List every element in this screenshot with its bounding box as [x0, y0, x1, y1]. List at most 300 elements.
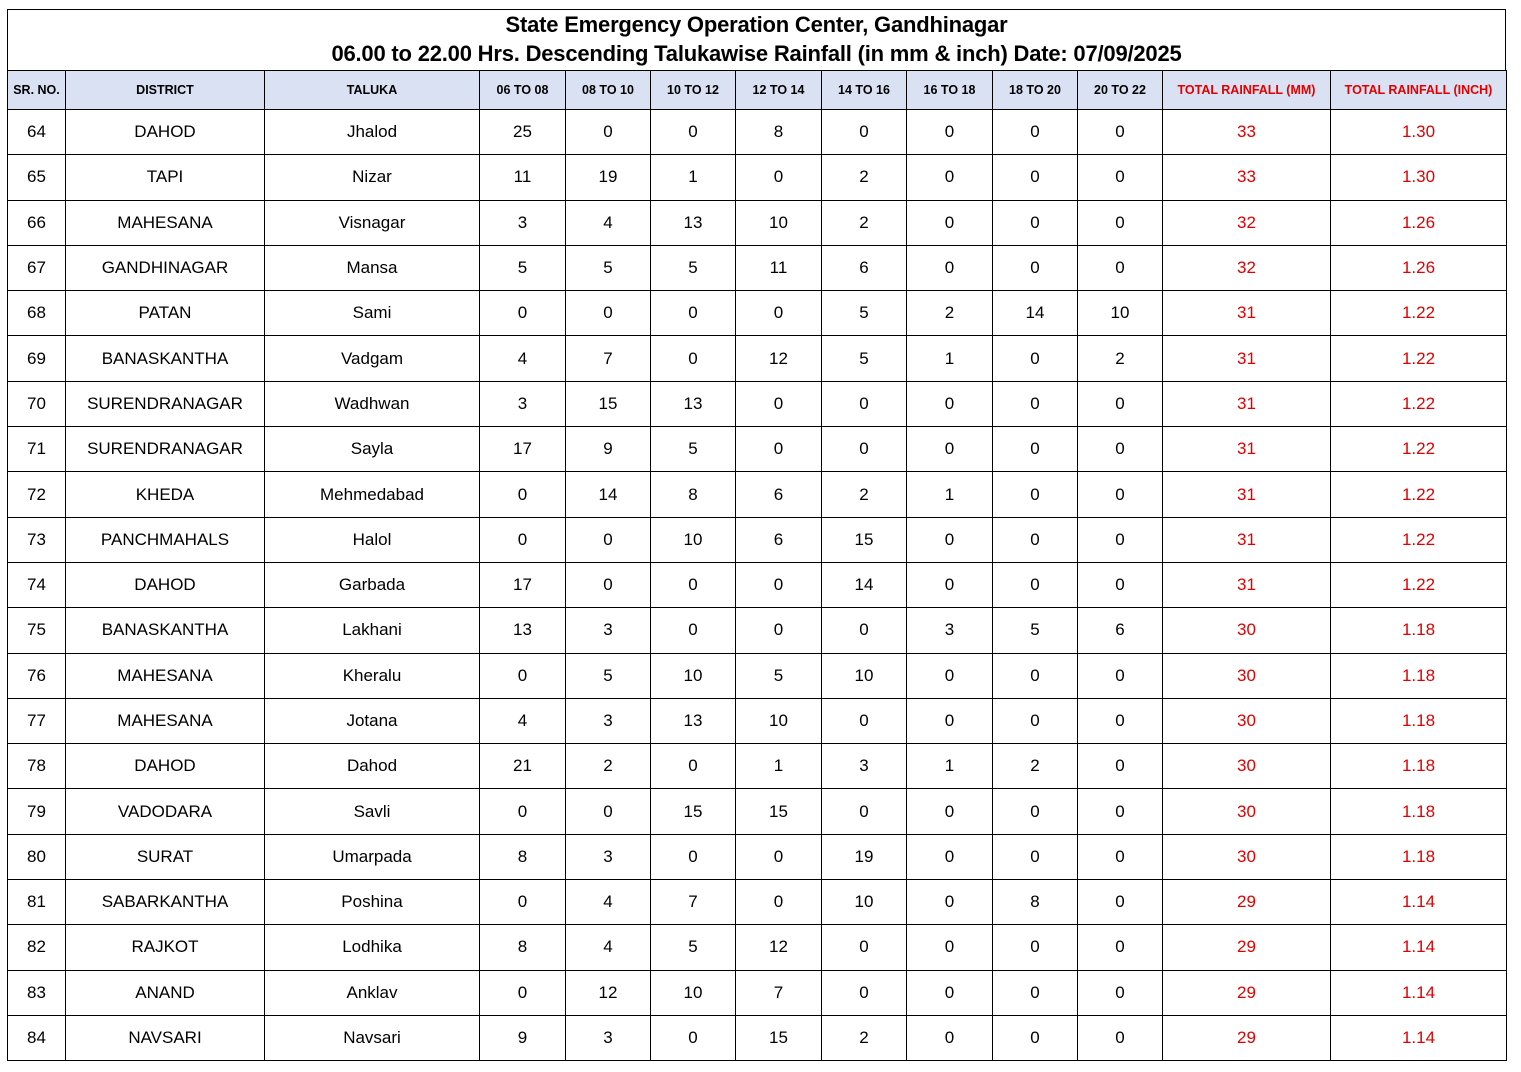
slot-10-12-cell: 5 — [651, 925, 736, 970]
total-mm-cell: 30 — [1163, 834, 1331, 879]
slot-12-14-cell: 0 — [736, 562, 822, 607]
slot-16-18-cell: 0 — [907, 789, 993, 834]
taluka-cell: Anklav — [265, 970, 480, 1015]
sr-no-cell: 65 — [8, 155, 66, 200]
table-row — [8, 698, 1507, 743]
total-mm-cell: 31 — [1163, 427, 1331, 472]
slot-10-12-cell: 0 — [651, 834, 736, 879]
slot-12-14-cell: 6 — [736, 517, 822, 562]
total-inch-cell: 1.22 — [1331, 291, 1507, 336]
slot-18-20-cell: 0 — [993, 427, 1078, 472]
slot-10-12-cell: 13 — [651, 698, 736, 743]
total-mm-cell: 29 — [1163, 925, 1331, 970]
taluka-cell: Nizar — [265, 155, 480, 200]
district-cell: DAHOD — [66, 744, 265, 789]
slot-08-10-cell: 2 — [566, 744, 651, 789]
slot-08-10-cell: 3 — [566, 608, 651, 653]
district-cell: PATAN — [66, 291, 265, 336]
total-mm-cell: 29 — [1163, 880, 1331, 925]
slot-18-20-cell: 14 — [993, 291, 1078, 336]
slot-20-22-cell: 0 — [1078, 200, 1163, 245]
table-body — [8, 110, 1507, 1061]
rainfall-report — [7, 9, 1506, 1061]
slot-10-12-cell: 0 — [651, 562, 736, 607]
taluka-cell: Umarpada — [265, 834, 480, 879]
sr-no-cell: 79 — [8, 789, 66, 834]
slot-10-12-header: 10 TO 12 — [651, 71, 736, 110]
sr-no-cell: 76 — [8, 653, 66, 698]
slot-20-22-cell: 0 — [1078, 834, 1163, 879]
taluka-cell: Visnagar — [265, 200, 480, 245]
sr-no-cell: 66 — [8, 200, 66, 245]
sr-no-cell: 74 — [8, 562, 66, 607]
slot-14-16-cell: 0 — [822, 789, 907, 834]
slot-16-18-cell: 0 — [907, 970, 993, 1015]
total-inch-cell: 1.18 — [1331, 698, 1507, 743]
district-cell: SABARKANTHA — [66, 880, 265, 925]
slot-12-14-cell: 10 — [736, 698, 822, 743]
slot-06-08-header: 06 TO 08 — [480, 71, 566, 110]
slot-18-20-cell: 0 — [993, 925, 1078, 970]
slot-16-18-cell: 0 — [907, 562, 993, 607]
total-mm-cell: 29 — [1163, 970, 1331, 1015]
slot-14-16-cell: 19 — [822, 834, 907, 879]
slot-12-14-cell: 12 — [736, 336, 822, 381]
slot-20-22-cell: 0 — [1078, 155, 1163, 200]
sr-no-cell: 78 — [8, 744, 66, 789]
slot-14-16-cell: 5 — [822, 291, 907, 336]
total-inch-cell: 1.30 — [1331, 110, 1507, 155]
slot-12-14-cell: 0 — [736, 834, 822, 879]
slot-18-20-header: 18 TO 20 — [993, 71, 1078, 110]
slot-10-12-cell: 13 — [651, 381, 736, 426]
table-row — [8, 744, 1507, 789]
taluka-cell: Savli — [265, 789, 480, 834]
table-row — [8, 517, 1507, 562]
taluka-cell: Kheralu — [265, 653, 480, 698]
slot-08-10-cell: 0 — [566, 789, 651, 834]
taluka-cell: Wadhwan — [265, 381, 480, 426]
slot-16-18-cell: 1 — [907, 744, 993, 789]
total-mm-cell: 33 — [1163, 110, 1331, 155]
total-inch-cell: 1.14 — [1331, 1015, 1507, 1060]
slot-16-18-cell: 3 — [907, 608, 993, 653]
slot-06-08-cell: 11 — [480, 155, 566, 200]
slot-18-20-cell: 0 — [993, 517, 1078, 562]
slot-18-20-cell: 0 — [993, 834, 1078, 879]
slot-06-08-cell: 4 — [480, 336, 566, 381]
slot-08-10-cell: 19 — [566, 155, 651, 200]
slot-10-12-cell: 5 — [651, 245, 736, 290]
slot-18-20-cell: 0 — [993, 200, 1078, 245]
slot-12-14-cell: 0 — [736, 427, 822, 472]
sr-no-cell: 81 — [8, 880, 66, 925]
slot-06-08-cell: 0 — [480, 472, 566, 517]
slot-14-16-cell: 2 — [822, 200, 907, 245]
slot-16-18-cell: 1 — [907, 336, 993, 381]
sr-no-cell: 80 — [8, 834, 66, 879]
district-cell: PANCHMAHALS — [66, 517, 265, 562]
slot-16-18-cell: 0 — [907, 1015, 993, 1060]
slot-06-08-cell: 17 — [480, 562, 566, 607]
district-cell: TAPI — [66, 155, 265, 200]
slot-20-22-cell: 0 — [1078, 110, 1163, 155]
slot-10-12-cell: 15 — [651, 789, 736, 834]
district-cell: RAJKOT — [66, 925, 265, 970]
slot-16-18-cell: 0 — [907, 880, 993, 925]
district-cell: ANAND — [66, 970, 265, 1015]
slot-14-16-cell: 0 — [822, 608, 907, 653]
district-cell: SURENDRANAGAR — [66, 427, 265, 472]
slot-14-16-cell: 0 — [822, 110, 907, 155]
slot-06-08-cell: 0 — [480, 970, 566, 1015]
slot-18-20-cell: 2 — [993, 744, 1078, 789]
slot-10-12-cell: 13 — [651, 200, 736, 245]
slot-14-16-cell: 0 — [822, 381, 907, 426]
slot-16-18-cell: 0 — [907, 381, 993, 426]
slot-10-12-cell: 0 — [651, 1015, 736, 1060]
taluka-cell: Mansa — [265, 245, 480, 290]
table-row — [8, 653, 1507, 698]
slot-18-20-cell: 0 — [993, 472, 1078, 517]
slot-12-14-cell: 11 — [736, 245, 822, 290]
slot-18-20-cell: 0 — [993, 698, 1078, 743]
sr-no-cell: 75 — [8, 608, 66, 653]
slot-20-22-cell: 0 — [1078, 562, 1163, 607]
total-mm-cell: 31 — [1163, 291, 1331, 336]
slot-20-22-cell: 0 — [1078, 789, 1163, 834]
total-inch-cell: 1.30 — [1331, 155, 1507, 200]
slot-20-22-cell: 0 — [1078, 698, 1163, 743]
slot-16-18-cell: 0 — [907, 834, 993, 879]
slot-18-20-cell: 0 — [993, 110, 1078, 155]
total-mm-cell: 30 — [1163, 789, 1331, 834]
sr-no-cell: 68 — [8, 291, 66, 336]
slot-14-16-cell: 0 — [822, 698, 907, 743]
total-mm-cell: 31 — [1163, 472, 1331, 517]
total-mm-cell: 31 — [1163, 336, 1331, 381]
slot-16-18-cell: 0 — [907, 245, 993, 290]
total-inch-cell: 1.22 — [1331, 336, 1507, 381]
slot-06-08-cell: 8 — [480, 925, 566, 970]
total-mm-cell: 29 — [1163, 1015, 1331, 1060]
slot-14-16-cell: 5 — [822, 336, 907, 381]
total-inch-cell: 1.18 — [1331, 744, 1507, 789]
district-cell: DAHOD — [66, 562, 265, 607]
taluka-cell: Jotana — [265, 698, 480, 743]
sr-no-cell: 64 — [8, 110, 66, 155]
total-mm-cell: 31 — [1163, 381, 1331, 426]
slot-08-10-cell: 3 — [566, 1015, 651, 1060]
slot-18-20-cell: 0 — [993, 1015, 1078, 1060]
sr-no-cell: 72 — [8, 472, 66, 517]
slot-18-20-cell: 0 — [993, 245, 1078, 290]
slot-08-10-cell: 4 — [566, 880, 651, 925]
slot-12-14-cell: 8 — [736, 110, 822, 155]
table-row — [8, 562, 1507, 607]
taluka-cell: Jhalod — [265, 110, 480, 155]
sr-no-header: SR. NO. — [8, 71, 66, 110]
slot-12-14-cell: 15 — [736, 789, 822, 834]
table-row — [8, 1015, 1507, 1060]
total-inch-cell: 1.14 — [1331, 970, 1507, 1015]
slot-12-14-cell: 1 — [736, 744, 822, 789]
slot-18-20-cell: 0 — [993, 155, 1078, 200]
table-row — [8, 336, 1507, 381]
slot-16-18-cell: 0 — [907, 925, 993, 970]
taluka-cell: Poshina — [265, 880, 480, 925]
slot-14-16-cell: 3 — [822, 744, 907, 789]
slot-20-22-cell: 0 — [1078, 880, 1163, 925]
slot-10-12-cell: 8 — [651, 472, 736, 517]
slot-06-08-cell: 8 — [480, 834, 566, 879]
slot-16-18-cell: 0 — [907, 155, 993, 200]
table-row — [8, 880, 1507, 925]
slot-20-22-cell: 0 — [1078, 517, 1163, 562]
slot-14-16-cell: 0 — [822, 970, 907, 1015]
taluka-cell: Lodhika — [265, 925, 480, 970]
sr-no-cell: 71 — [8, 427, 66, 472]
slot-18-20-cell: 0 — [993, 653, 1078, 698]
report-title-block — [7, 9, 1506, 70]
total-inch-cell: 1.22 — [1331, 381, 1507, 426]
slot-20-22-cell: 0 — [1078, 245, 1163, 290]
slot-14-16-cell: 10 — [822, 880, 907, 925]
sr-no-cell: 67 — [8, 245, 66, 290]
slot-10-12-cell: 0 — [651, 608, 736, 653]
taluka-cell: Dahod — [265, 744, 480, 789]
slot-08-10-cell: 15 — [566, 381, 651, 426]
slot-06-08-cell: 13 — [480, 608, 566, 653]
table-row — [8, 291, 1507, 336]
slot-10-12-cell: 7 — [651, 880, 736, 925]
slot-08-10-cell: 0 — [566, 291, 651, 336]
slot-10-12-cell: 0 — [651, 291, 736, 336]
slot-10-12-cell: 5 — [651, 427, 736, 472]
table-row — [8, 155, 1507, 200]
slot-06-08-cell: 3 — [480, 381, 566, 426]
table-row — [8, 110, 1507, 155]
total-inch-cell: 1.18 — [1331, 789, 1507, 834]
slot-06-08-cell: 9 — [480, 1015, 566, 1060]
sr-no-cell: 70 — [8, 381, 66, 426]
slot-06-08-cell: 5 — [480, 245, 566, 290]
slot-08-10-cell: 14 — [566, 472, 651, 517]
slot-20-22-cell: 0 — [1078, 653, 1163, 698]
slot-10-12-cell: 10 — [651, 970, 736, 1015]
total-inch-cell: 1.22 — [1331, 517, 1507, 562]
slot-06-08-cell: 17 — [480, 427, 566, 472]
slot-08-10-cell: 0 — [566, 562, 651, 607]
slot-18-20-cell: 0 — [993, 336, 1078, 381]
total-mm-cell: 33 — [1163, 155, 1331, 200]
slot-08-10-cell: 12 — [566, 970, 651, 1015]
sr-no-cell: 83 — [8, 970, 66, 1015]
slot-20-22-cell: 0 — [1078, 427, 1163, 472]
slot-20-22-cell: 0 — [1078, 970, 1163, 1015]
slot-08-10-cell: 5 — [566, 245, 651, 290]
slot-14-16-cell: 6 — [822, 245, 907, 290]
total-mm-cell: 32 — [1163, 200, 1331, 245]
table-row — [8, 472, 1507, 517]
slot-20-22-cell: 2 — [1078, 336, 1163, 381]
slot-12-14-header: 12 TO 14 — [736, 71, 822, 110]
district-cell: SURENDRANAGAR — [66, 381, 265, 426]
slot-20-22-cell: 0 — [1078, 472, 1163, 517]
slot-16-18-cell: 1 — [907, 472, 993, 517]
slot-06-08-cell: 0 — [480, 880, 566, 925]
slot-12-14-cell: 0 — [736, 880, 822, 925]
taluka-cell: Mehmedabad — [265, 472, 480, 517]
district-cell: NAVSARI — [66, 1015, 265, 1060]
district-cell: MAHESANA — [66, 653, 265, 698]
slot-16-18-cell: 0 — [907, 653, 993, 698]
slot-06-08-cell: 3 — [480, 200, 566, 245]
total-inch-cell: 1.18 — [1331, 608, 1507, 653]
slot-06-08-cell: 4 — [480, 698, 566, 743]
slot-14-16-cell: 2 — [822, 1015, 907, 1060]
total-mm-cell: 30 — [1163, 653, 1331, 698]
slot-06-08-cell: 21 — [480, 744, 566, 789]
slot-08-10-cell: 4 — [566, 200, 651, 245]
total-mm-header: TOTAL RAINFALL (MM) — [1163, 71, 1331, 110]
table-row — [8, 925, 1507, 970]
slot-12-14-cell: 6 — [736, 472, 822, 517]
total-inch-cell: 1.26 — [1331, 245, 1507, 290]
district-cell: VADODARA — [66, 789, 265, 834]
slot-06-08-cell: 0 — [480, 291, 566, 336]
district-cell: SURAT — [66, 834, 265, 879]
slot-12-14-cell: 0 — [736, 291, 822, 336]
total-inch-cell: 1.18 — [1331, 834, 1507, 879]
district-cell: GANDHINAGAR — [66, 245, 265, 290]
slot-20-22-cell: 0 — [1078, 1015, 1163, 1060]
total-mm-cell: 30 — [1163, 608, 1331, 653]
total-inch-cell: 1.26 — [1331, 200, 1507, 245]
slot-06-08-cell: 0 — [480, 517, 566, 562]
sr-no-cell: 82 — [8, 925, 66, 970]
taluka-cell: Sami — [265, 291, 480, 336]
slot-10-12-cell: 10 — [651, 653, 736, 698]
slot-08-10-header: 08 TO 10 — [566, 71, 651, 110]
slot-08-10-cell: 3 — [566, 834, 651, 879]
slot-20-22-cell: 0 — [1078, 925, 1163, 970]
slot-18-20-cell: 0 — [993, 381, 1078, 426]
slot-14-16-cell: 2 — [822, 472, 907, 517]
slot-16-18-cell: 0 — [907, 200, 993, 245]
total-inch-cell: 1.18 — [1331, 653, 1507, 698]
slot-18-20-cell: 0 — [993, 562, 1078, 607]
total-inch-cell: 1.22 — [1331, 427, 1507, 472]
slot-18-20-cell: 0 — [993, 789, 1078, 834]
table-row — [8, 789, 1507, 834]
slot-20-22-cell: 0 — [1078, 381, 1163, 426]
total-inch-cell: 1.14 — [1331, 880, 1507, 925]
slot-12-14-cell: 5 — [736, 653, 822, 698]
total-mm-cell: 32 — [1163, 245, 1331, 290]
slot-16-18-cell: 2 — [907, 291, 993, 336]
slot-12-14-cell: 12 — [736, 925, 822, 970]
taluka-cell: Navsari — [265, 1015, 480, 1060]
slot-14-16-cell: 0 — [822, 925, 907, 970]
slot-14-16-cell: 14 — [822, 562, 907, 607]
district-cell: MAHESANA — [66, 200, 265, 245]
slot-06-08-cell: 25 — [480, 110, 566, 155]
report-title: State Emergency Operation Center, Gandhinagar — [505, 12, 1008, 37]
total-inch-cell: 1.22 — [1331, 562, 1507, 607]
slot-18-20-cell: 5 — [993, 608, 1078, 653]
slot-08-10-cell: 0 — [566, 110, 651, 155]
slot-08-10-cell: 0 — [566, 517, 651, 562]
slot-08-10-cell: 4 — [566, 925, 651, 970]
table-row — [8, 200, 1507, 245]
table-row — [8, 834, 1507, 879]
slot-18-20-cell: 0 — [993, 970, 1078, 1015]
table-row — [8, 608, 1507, 653]
slot-16-18-cell: 0 — [907, 517, 993, 562]
slot-12-14-cell: 0 — [736, 155, 822, 200]
slot-08-10-cell: 7 — [566, 336, 651, 381]
district-cell: DAHOD — [66, 110, 265, 155]
table-header-row — [8, 71, 1507, 110]
slot-10-12-cell: 0 — [651, 110, 736, 155]
slot-16-18-cell: 0 — [907, 427, 993, 472]
slot-10-12-cell: 10 — [651, 517, 736, 562]
slot-12-14-cell: 0 — [736, 608, 822, 653]
taluka-cell: Vadgam — [265, 336, 480, 381]
slot-16-18-cell: 0 — [907, 698, 993, 743]
sr-no-cell: 69 — [8, 336, 66, 381]
sr-no-cell: 73 — [8, 517, 66, 562]
sr-no-cell: 77 — [8, 698, 66, 743]
district-cell: BANASKANTHA — [66, 336, 265, 381]
slot-14-16-cell: 2 — [822, 155, 907, 200]
slot-18-20-cell: 8 — [993, 880, 1078, 925]
total-inch-header: TOTAL RAINFALL (INCH) — [1331, 71, 1507, 110]
taluka-cell: Garbada — [265, 562, 480, 607]
total-mm-cell: 30 — [1163, 744, 1331, 789]
report-subtitle: 06.00 to 22.00 Hrs. Descending Talukawise Rainfall (in mm & inch) Date: 07/09/2025 — [331, 41, 1182, 66]
slot-12-14-cell: 10 — [736, 200, 822, 245]
total-inch-cell: 1.14 — [1331, 925, 1507, 970]
district-header: DISTRICT — [66, 71, 265, 110]
table-row — [8, 427, 1507, 472]
slot-14-16-header: 14 TO 16 — [822, 71, 907, 110]
slot-16-18-cell: 0 — [907, 110, 993, 155]
slot-08-10-cell: 9 — [566, 427, 651, 472]
slot-14-16-cell: 10 — [822, 653, 907, 698]
total-inch-cell: 1.22 — [1331, 472, 1507, 517]
taluka-header: TALUKA — [265, 71, 480, 110]
slot-20-22-header: 20 TO 22 — [1078, 71, 1163, 110]
slot-12-14-cell: 0 — [736, 381, 822, 426]
total-mm-cell: 31 — [1163, 517, 1331, 562]
slot-08-10-cell: 3 — [566, 698, 651, 743]
total-mm-cell: 30 — [1163, 698, 1331, 743]
slot-20-22-cell: 0 — [1078, 744, 1163, 789]
slot-20-22-cell: 10 — [1078, 291, 1163, 336]
slot-20-22-cell: 6 — [1078, 608, 1163, 653]
slot-14-16-cell: 0 — [822, 427, 907, 472]
district-cell: MAHESANA — [66, 698, 265, 743]
sr-no-cell: 84 — [8, 1015, 66, 1060]
slot-10-12-cell: 0 — [651, 336, 736, 381]
slot-08-10-cell: 5 — [566, 653, 651, 698]
slot-06-08-cell: 0 — [480, 789, 566, 834]
district-cell: BANASKANTHA — [66, 608, 265, 653]
slot-16-18-header: 16 TO 18 — [907, 71, 993, 110]
taluka-cell: Lakhani — [265, 608, 480, 653]
